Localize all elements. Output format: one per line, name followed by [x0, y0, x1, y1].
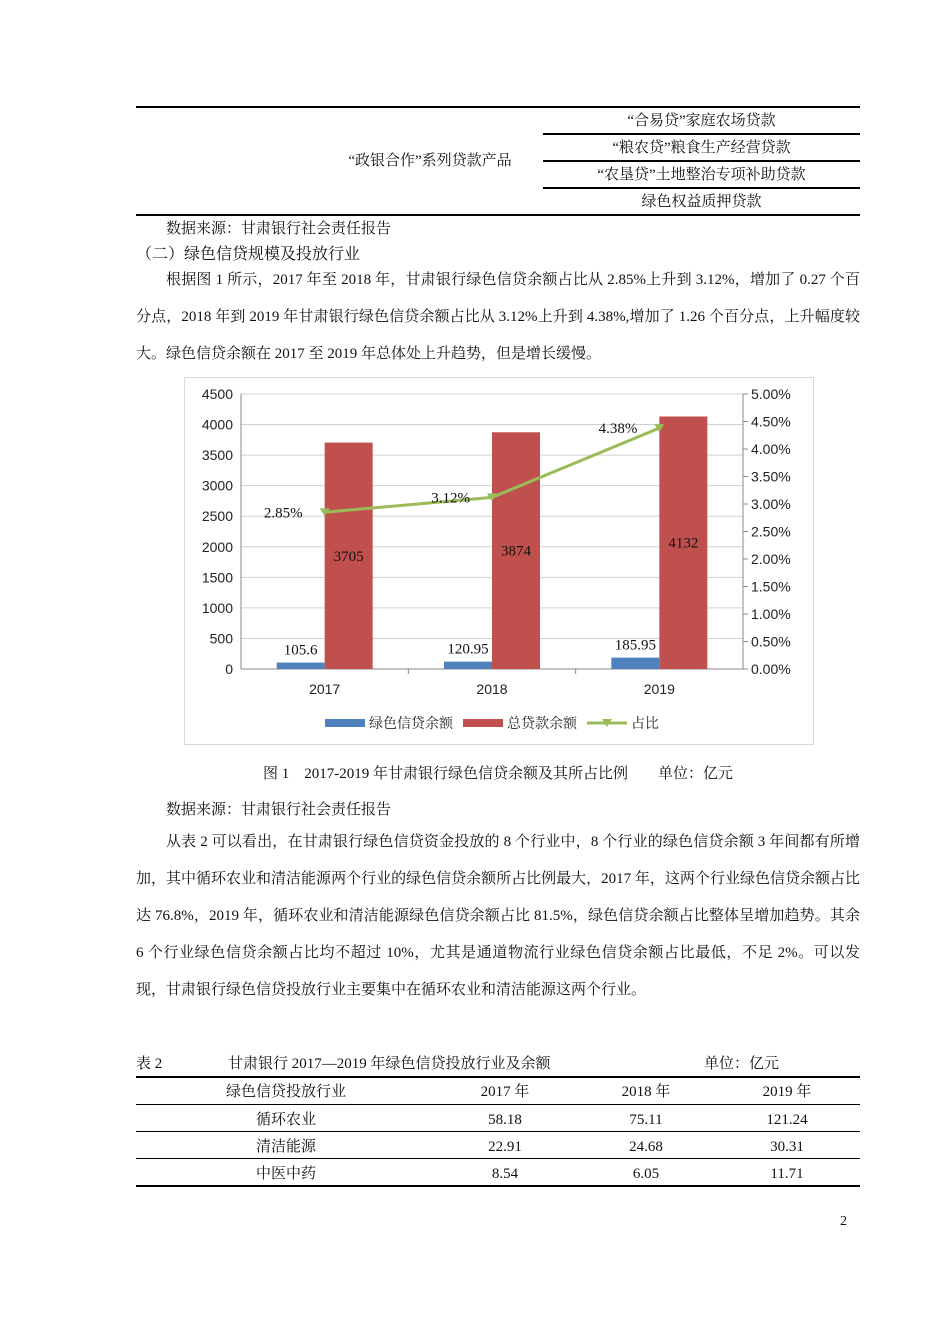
bar-data-label: 3705 — [333, 548, 364, 565]
legend-label: 绿色信贷余额 — [369, 716, 453, 732]
table-header: 2019 年 — [762, 1084, 812, 1100]
y-right-tick-label: 3.50% — [751, 468, 791, 485]
y-left-tick-label: 1500 — [201, 569, 233, 586]
x-tick-label: 2017 — [309, 681, 341, 697]
product-item: “农垦贷”土地整治专项补助贷款 — [597, 167, 806, 183]
ratio-data-label: 3.12% — [431, 490, 470, 507]
table-rule — [136, 1104, 860, 1105]
bar-data-label: 105.6 — [283, 642, 318, 659]
table-cell: 58.18 — [488, 1112, 522, 1128]
ratio-data-label: 2.85% — [263, 505, 303, 522]
y-right-tick-label: 2.00% — [751, 551, 791, 567]
data-source-note: 数据来源：甘肃银行社会责任报告 — [166, 802, 392, 818]
chart-svg — [185, 378, 813, 744]
y-left-tick-label: 3000 — [201, 477, 233, 494]
paragraph-text: 根据图 1 所示，2017 年至 2018 年，甘肃银行绿色信贷余额占比从 2.85%上升到 3.12%，增加了 0.27 个百分点，2018 年到 2019 年甘肃银行绿色信贷余额占比从 3.12%上升到 4.38%,增加了 1.26 个百分点，上升幅度较大。绿色信贷余额在 2017 至 2019 年总体处上升趋势，但是增长缓慢。 — [136, 272, 860, 362]
table-header: 绿色信贷投放行业 — [225, 1084, 346, 1100]
legend-label: 总贷款余额 — [507, 716, 577, 732]
table-rule-top — [136, 1076, 860, 1078]
bar-green-credit — [277, 663, 325, 669]
table-cell: 24.68 — [629, 1139, 663, 1155]
table-unit: 单位：亿元 — [704, 1056, 780, 1072]
table-cell: 22.91 — [488, 1139, 522, 1155]
table-rule — [136, 1158, 860, 1159]
table-rule — [543, 160, 860, 162]
bar-green-credit — [444, 662, 492, 669]
paragraph — [136, 262, 860, 373]
table-rule — [543, 133, 860, 135]
table-cell: 清洁能源 — [255, 1139, 316, 1155]
y-left-tick-label: 1000 — [201, 599, 233, 616]
x-tick-label: 2019 — [643, 681, 675, 697]
bar-data-label: 3874 — [501, 543, 531, 560]
legend-label: 占比 — [631, 716, 659, 732]
y-left-tick-label: 4500 — [201, 386, 233, 402]
table-cell: 循环农业 — [255, 1112, 316, 1128]
chart-figure — [184, 377, 814, 745]
y-right-tick-label: 1.50% — [751, 578, 791, 595]
section-heading: （二）绿色信贷规模及投放行业 — [136, 246, 361, 263]
y-left-tick-label: 2500 — [201, 508, 233, 525]
table-cell: 6.05 — [632, 1166, 660, 1182]
table-rule-bottom — [136, 214, 860, 216]
table-rule-bottom — [136, 1185, 860, 1187]
figure-caption: 图 1 2017-2019 年甘肃银行绿色信贷余额及其所占比例 单位：亿元 — [263, 766, 733, 782]
ratio-data-label: 4.38% — [598, 421, 638, 438]
product-item: “粮农贷”粮食生产经营贷款 — [612, 140, 791, 156]
table-cell: 30.31 — [770, 1139, 804, 1155]
legend-swatch — [325, 719, 365, 727]
y-left-tick-label: 4000 — [201, 416, 233, 433]
y-left-tick-label: 0 — [225, 661, 233, 677]
bar-green-credit — [611, 658, 659, 669]
table-rule-top — [136, 106, 860, 108]
table-header: 2017 年 — [480, 1084, 530, 1100]
paragraph — [136, 824, 860, 1009]
y-right-tick-label: 3.00% — [751, 496, 791, 512]
y-right-tick-label: 1.00% — [751, 606, 791, 622]
data-source-note: 数据来源：甘肃银行社会责任报告 — [166, 221, 392, 237]
table-cell: 75.11 — [629, 1112, 663, 1128]
table-title: 甘肃银行 2017—2019 年绿色信贷投放行业及余额 — [228, 1056, 551, 1072]
bar-data-label: 185.95 — [614, 637, 656, 654]
y-right-tick-label: 0.50% — [751, 633, 791, 650]
y-right-tick-label: 4.50% — [751, 413, 791, 430]
table-header: 2018 年 — [621, 1084, 671, 1100]
bar-data-label: 4132 — [668, 535, 699, 552]
product-item: 绿色权益质押贷款 — [641, 194, 762, 210]
product-group-label: “政银合作”系列贷款产品 — [348, 153, 512, 169]
table-rule — [543, 187, 860, 189]
bar-data-label: 120.95 — [447, 641, 489, 658]
table-cell: 121.24 — [766, 1112, 808, 1128]
y-left-tick-label: 500 — [209, 630, 233, 647]
table-cell: 中医中药 — [255, 1166, 316, 1182]
table-cell: 8.54 — [491, 1166, 519, 1182]
table-label: 表 2 — [136, 1056, 163, 1072]
y-left-tick-label: 3500 — [201, 447, 233, 464]
y-left-tick-label: 2000 — [201, 538, 233, 555]
y-right-tick-label: 4.00% — [751, 441, 791, 457]
y-right-tick-label: 2.50% — [751, 523, 791, 540]
table-rule — [136, 1131, 860, 1132]
table-cell: 11.71 — [770, 1166, 804, 1182]
x-tick-label: 2018 — [476, 681, 508, 697]
y-right-tick-label: 5.00% — [751, 386, 791, 402]
paragraph-text: 从表 2 可以看出，在甘肃银行绿色信贷资金投放的 8 个行业中，8 个行业的绿色信贷余额 3 年间都有所增加，其中循环农业和清洁能源两个行业的绿色信贷余额所占比例最大，2017 年，这两个行业绿色信贷余额占比达 76.8%，2019 年，循环农业和清洁能源绿色信贷余额占比 81.5%，绿色信贷余额占比整体呈增加趋势。其余 6 个行业绿色信贷余额占比均不超过 10%，尤其是通道物流行业绿色信贷余额占比最低，不足 2%。可以发现，甘肃银行绿色信贷投放行业主要集中在循环农业和清洁能源这两个行业。 — [136, 834, 860, 998]
y-right-tick-label: 0.00% — [751, 661, 791, 677]
product-item: “合易贷”家庭农场贷款 — [627, 113, 776, 129]
legend-swatch — [463, 719, 503, 727]
page-number: 2 — [840, 1214, 847, 1229]
